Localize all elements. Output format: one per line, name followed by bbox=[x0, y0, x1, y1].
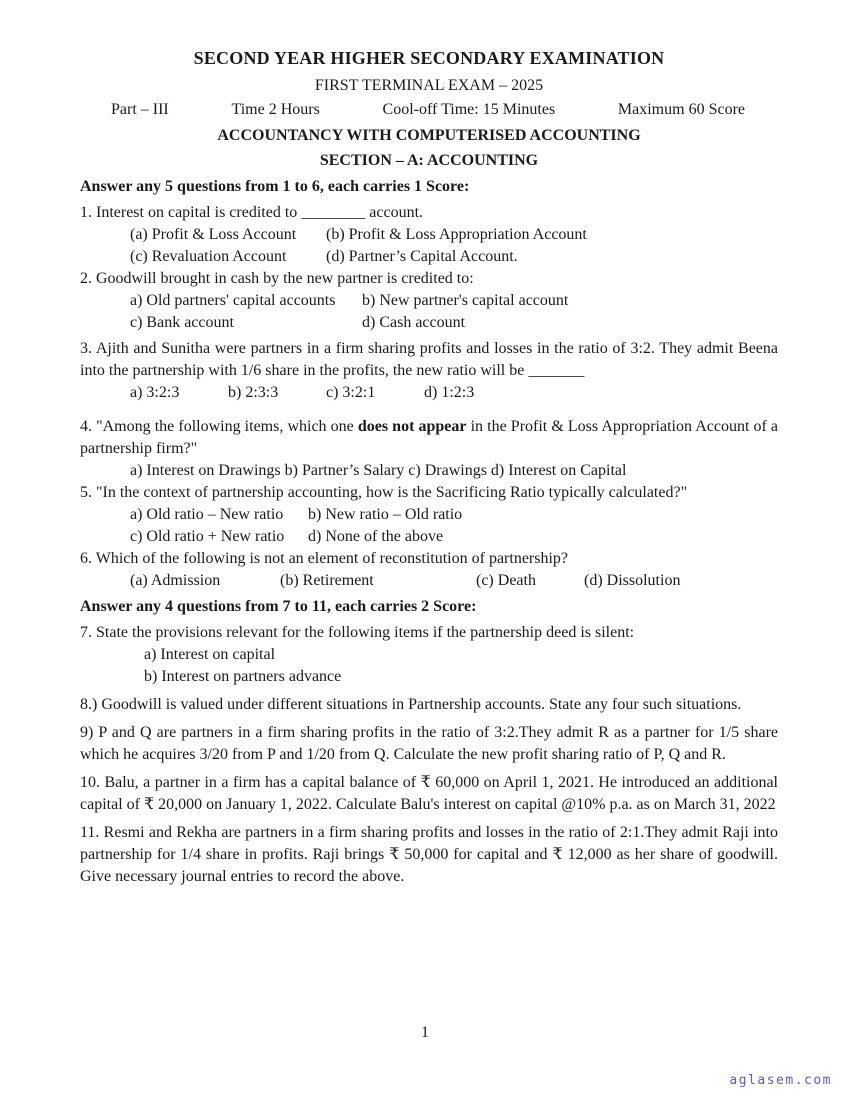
exam-meta-row bbox=[80, 99, 778, 121]
subject-title: ACCOUNTANCY WITH COMPUTERISED ACCOUNTING bbox=[217, 127, 641, 144]
question-3-text: 3. Ajith and Sunitha were partners in a firm sharing profits and losses in the ratio of 3:2. They admit Beena into the partnership with 1/6 share in the profits, the new ratio will be _______ bbox=[80, 340, 778, 379]
question-1-text: 1. Interest on capital is credited to ________ account. bbox=[80, 204, 424, 221]
question-3-option-b: b) 2:3:3 bbox=[228, 384, 279, 401]
page-number: 1 bbox=[421, 1024, 429, 1041]
question-4-text bbox=[80, 416, 778, 460]
question-2-option-c: c) Bank account bbox=[130, 314, 234, 331]
question-4-text-bold: does not appear bbox=[357, 418, 467, 435]
question-7-text: 7. State the provisions relevant for the following items if the partnership deed is silent: bbox=[80, 624, 635, 641]
question-2-option-b: b) New partner's capital account bbox=[362, 292, 569, 309]
question-3-option-d: d) 1:2:3 bbox=[424, 384, 475, 401]
question-2-options-row-2 bbox=[80, 312, 778, 334]
question-8-text: 8.) Goodwill is valued under different situations in Partnership accounts. State any four such situations. bbox=[80, 696, 742, 713]
question-5-text: 5. "In the context of partnership accounting, how is the Sacrificing Ratio typically calculated?" bbox=[80, 484, 688, 501]
question-1-options-row-2 bbox=[80, 246, 778, 268]
question-6-option-c: (c) Death bbox=[476, 572, 536, 589]
exam-subtitle: FIRST TERMINAL EXAM – 2025 bbox=[314, 77, 544, 94]
question-5-option-d: d) None of the above bbox=[308, 528, 444, 545]
meta-part: Part – III bbox=[111, 101, 169, 118]
exam-title: SECOND YEAR HIGHER SECONDARY EXAMINATION bbox=[193, 48, 665, 68]
question-6-options bbox=[80, 570, 778, 592]
question-4-options: a) Interest on Drawings b) Partner’s Salary c) Drawings d) Interest on Capital bbox=[130, 462, 627, 479]
meta-max-score: Maximum 60 Score bbox=[617, 101, 745, 118]
question-4-text-after: in the Profit & Loss Appropriation Account of a partnership firm?" bbox=[80, 418, 779, 457]
question-2-options-row-1 bbox=[80, 290, 778, 312]
question-5-options-row-1 bbox=[80, 504, 778, 526]
question-1-option-c: (c) Revaluation Account bbox=[130, 248, 287, 265]
instruction-part-b: Answer any 4 questions from 7 to 11, each carries 2 Score: bbox=[80, 598, 477, 615]
meta-cooloff: Cool-off Time: 15 Minutes bbox=[382, 101, 556, 118]
question-3-option-a: a) 3:2:3 bbox=[130, 384, 180, 401]
question-5-option-b: b) New ratio – Old ratio bbox=[308, 506, 463, 523]
question-7-item-a: a) Interest on capital bbox=[144, 646, 276, 663]
question-2-option-d: d) Cash account bbox=[362, 314, 466, 331]
question-9-text: 9) P and Q are partners in a firm sharing profits in the ratio of 3:2.They admit R as a partner for 1/5 share which he acquires 3/20 from P and 1/20 from Q. Calculate the new profit sharing ratio of P, Q and R. bbox=[80, 724, 778, 763]
question-5-options-row-2 bbox=[80, 526, 778, 548]
instruction-part-a: Answer any 5 questions from 1 to 6, each carries 1 Score: bbox=[80, 178, 470, 195]
question-7-item-b: b) Interest on partners advance bbox=[144, 668, 342, 685]
question-2-text: 2. Goodwill brought in cash by the new partner is credited to: bbox=[80, 270, 474, 287]
question-6-option-d: (d) Dissolution bbox=[584, 572, 681, 589]
question-1-option-d: (d) Partner’s Capital Account. bbox=[326, 248, 518, 265]
question-10-text: 10. Balu, a partner in a firm has a capital balance of ₹ 60,000 on April 1, 2021. He introduced an additional capital of ₹ 20,000 on January 1, 2022. Calculate Balu's interest on capital @10% p.a. as on March 31, 2022 bbox=[80, 774, 778, 813]
question-6-option-a: (a) Admission bbox=[130, 572, 221, 589]
question-2-option-a: a) Old partners' capital accounts bbox=[130, 292, 336, 309]
question-6-option-b: (b) Retirement bbox=[280, 572, 374, 589]
question-3-option-c: c) 3:2:1 bbox=[326, 384, 376, 401]
question-5-option-a: a) Old ratio – New ratio bbox=[130, 506, 284, 523]
question-3-options bbox=[80, 382, 778, 404]
question-6-text: 6. Which of the following is not an element of reconstitution of partnership? bbox=[80, 550, 569, 567]
question-1-option-a: (a) Profit & Loss Account bbox=[130, 226, 297, 243]
watermark-text: aglasem.com bbox=[729, 1073, 832, 1088]
question-5-option-c: c) Old ratio + New ratio bbox=[130, 528, 285, 545]
section-a-title: SECTION – A: ACCOUNTING bbox=[319, 152, 539, 169]
question-1-options-row-1 bbox=[80, 224, 778, 246]
meta-time: Time 2 Hours bbox=[231, 101, 320, 118]
question-1-option-b: (b) Profit & Loss Appropriation Account bbox=[326, 226, 587, 243]
question-4-text-before: 4. "Among the following items, which one bbox=[80, 418, 358, 435]
question-11-text: 11. Resmi and Rekha are partners in a firm sharing profits and losses in the ratio of 2:1.They admit Raji into partnership for 1/4 share in profits. Raji brings ₹ 50,000 for capital and ₹ 12,000 as her share of goodwill. Give necessary journal entries to record the above. bbox=[80, 824, 778, 885]
